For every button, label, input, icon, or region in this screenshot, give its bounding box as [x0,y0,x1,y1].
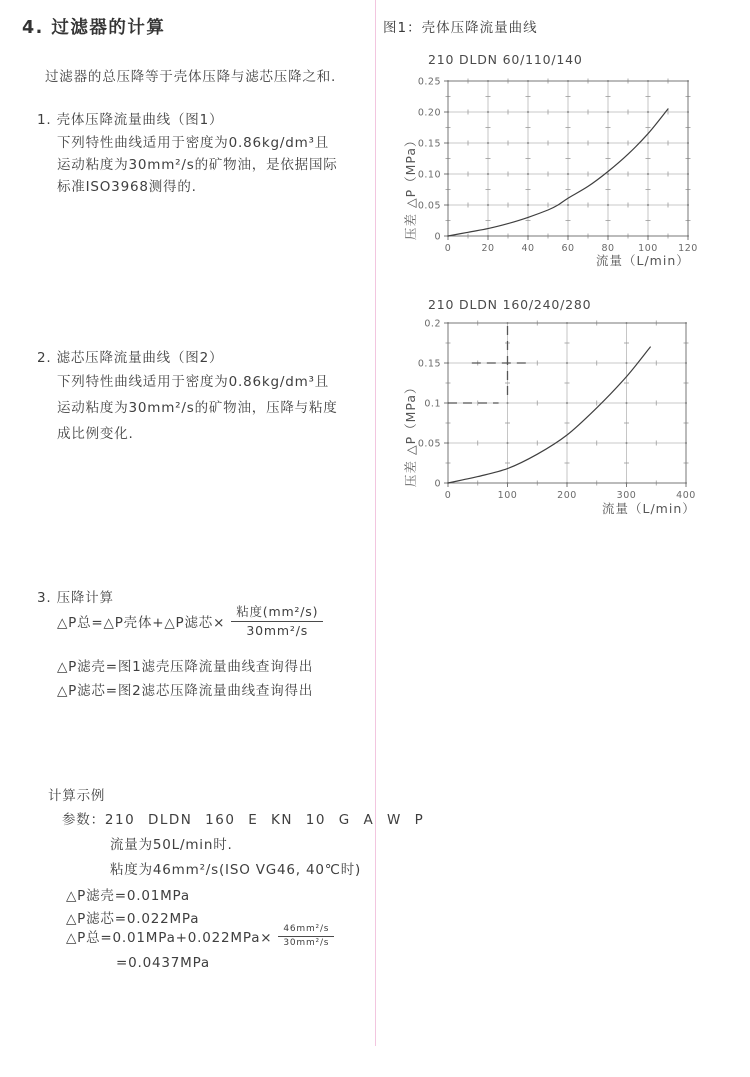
grid-dot [527,142,529,144]
section3-line2: △P滤芯=图2滤芯压降流量曲线查询得出 [57,683,314,699]
x-tick-label: 40 [521,243,535,254]
example-total-formula [66,924,334,949]
grid-dot [507,402,509,404]
section1-line2: 运动粘度为30mm²/s的矿物油，是依据国际 [57,157,338,173]
x-tick-label: 400 [676,490,696,501]
chart2-y-axis-label: 压差 △P（MPa） [403,380,418,487]
section3-line1: △P滤壳=图1滤壳压降流量曲线查询得出 [57,659,314,675]
x-tick-label: 200 [557,490,577,501]
pressure-drop-curve [448,347,650,483]
formula-lhs: △P总=△P壳体+△P滤芯× [57,615,226,632]
column-divider [375,0,376,1046]
y-tick-label: 0.2 [424,318,441,330]
grid-dot [567,111,569,113]
y-tick-label: 0.1 [424,398,441,410]
chart1-title: 210 DLDN 60/110/140 [428,52,583,67]
grid-dot [626,442,628,444]
grid-dot [567,173,569,175]
grid-dot [647,204,649,206]
grid-dot [647,111,649,113]
section1-line1: 下列特性曲线适用于密度为0.86kg/dm³且 [57,135,330,151]
y-tick-label: 0.15 [417,138,441,150]
grid-dot [567,142,569,144]
grid-dot [507,442,509,444]
grid-dot [647,142,649,144]
grid-dot [487,142,489,144]
grid-dot [566,442,568,444]
chart2-plot [396,310,708,510]
page-title: 4. 过滤器的计算 [22,18,166,38]
chart1-x-axis-label: 流量（L/min） [596,253,690,268]
grid-dot [626,402,628,404]
example-viscosity-line: 粘度为46mm²/s(ISO VG46, 40℃时) [110,862,362,878]
pressure-drop-formula [57,604,323,638]
section2-line2: 运动粘度为30mm²/s的矿物油，压降与粘度 [57,400,338,416]
y-tick-label: 0.25 [417,76,441,88]
chart1-plot [396,68,708,264]
example-flow-line: 流量为50L/min时. [110,837,233,853]
formula-fraction-denominator: 30mm²/s [246,622,309,638]
pressure-drop-curve [448,109,668,236]
grid-dot [607,173,609,175]
grid-dot [566,402,568,404]
y-tick-label: 0 [434,478,441,490]
section3-title: 3. 压降计算 [37,590,114,606]
chart2-title: 210 DLDN 160/240/280 [428,297,592,312]
grid-dot [607,142,609,144]
x-tick-label: 100 [497,490,518,501]
section2-title: 2. 滤芯压降流量曲线（图2） [37,350,224,366]
formula-fraction [231,604,323,638]
x-tick-label: 100 [638,243,658,254]
y-tick-label: 0 [434,231,441,243]
example-total-lhs: △P总=0.01MPa+0.022MPa× [66,930,273,947]
example-param-label: 参数： [62,812,105,828]
formula-fraction-numerator: 粘度(mm²/s) [231,604,323,622]
grid-dot [487,173,489,175]
grid-dot [487,111,489,113]
grid-dot [566,362,568,364]
example-param-value: 210 DLDN 160 E KN 10 G A W P [104,812,425,828]
grid-dot [487,204,489,206]
section1-line3: 标准ISO3968测得的. [57,179,197,195]
grid-dot [567,204,569,206]
grid-dot [647,173,649,175]
example-total-result: =0.0437MPa [116,955,211,971]
section2-line3: 成比例变化. [57,426,134,442]
x-tick-label: 80 [601,243,615,254]
grid-dot [527,111,529,113]
x-tick-label: 120 [678,243,698,254]
example-total-denominator: 30mm²/s [283,937,330,948]
grid-dot [527,173,529,175]
example-result-element: △P滤芯=0.022MPa [66,911,200,927]
grid-dot [607,111,609,113]
example-param-line [62,808,424,828]
y-tick-label: 0.05 [417,200,441,212]
section1-title: 1. 壳体压降流量曲线（图1） [37,112,224,128]
x-tick-label: 0 [444,490,452,501]
grid-dot [607,204,609,206]
example-title: 计算示例 [48,788,106,804]
figure-header: 图1：壳体压降流量曲线 [383,20,538,36]
y-tick-label: 0.05 [417,438,441,450]
x-tick-label: 60 [561,243,575,254]
x-tick-label: 300 [616,490,637,501]
grid-dot [626,362,628,364]
y-tick-label: 0.20 [417,107,441,119]
example-total-numerator: 46mm²/s [278,924,334,937]
y-tick-label: 0.15 [417,358,441,370]
example-total-fraction [278,924,334,949]
chart1-y-axis-label: 压差 △P（MPa） [403,133,418,240]
section2-line1: 下列特性曲线适用于密度为0.86kg/dm³且 [57,374,330,390]
grid-dot [527,204,529,206]
chart2-x-axis-label: 流量（L/min） [602,501,696,516]
intro-paragraph: 过滤器的总压降等于壳体压降与滤芯压降之和. [45,69,337,85]
example-result-housing: △P滤壳=0.01MPa [66,888,190,904]
y-tick-label: 0.10 [417,169,441,181]
x-tick-label: 0 [444,243,452,254]
x-tick-label: 20 [481,243,495,254]
